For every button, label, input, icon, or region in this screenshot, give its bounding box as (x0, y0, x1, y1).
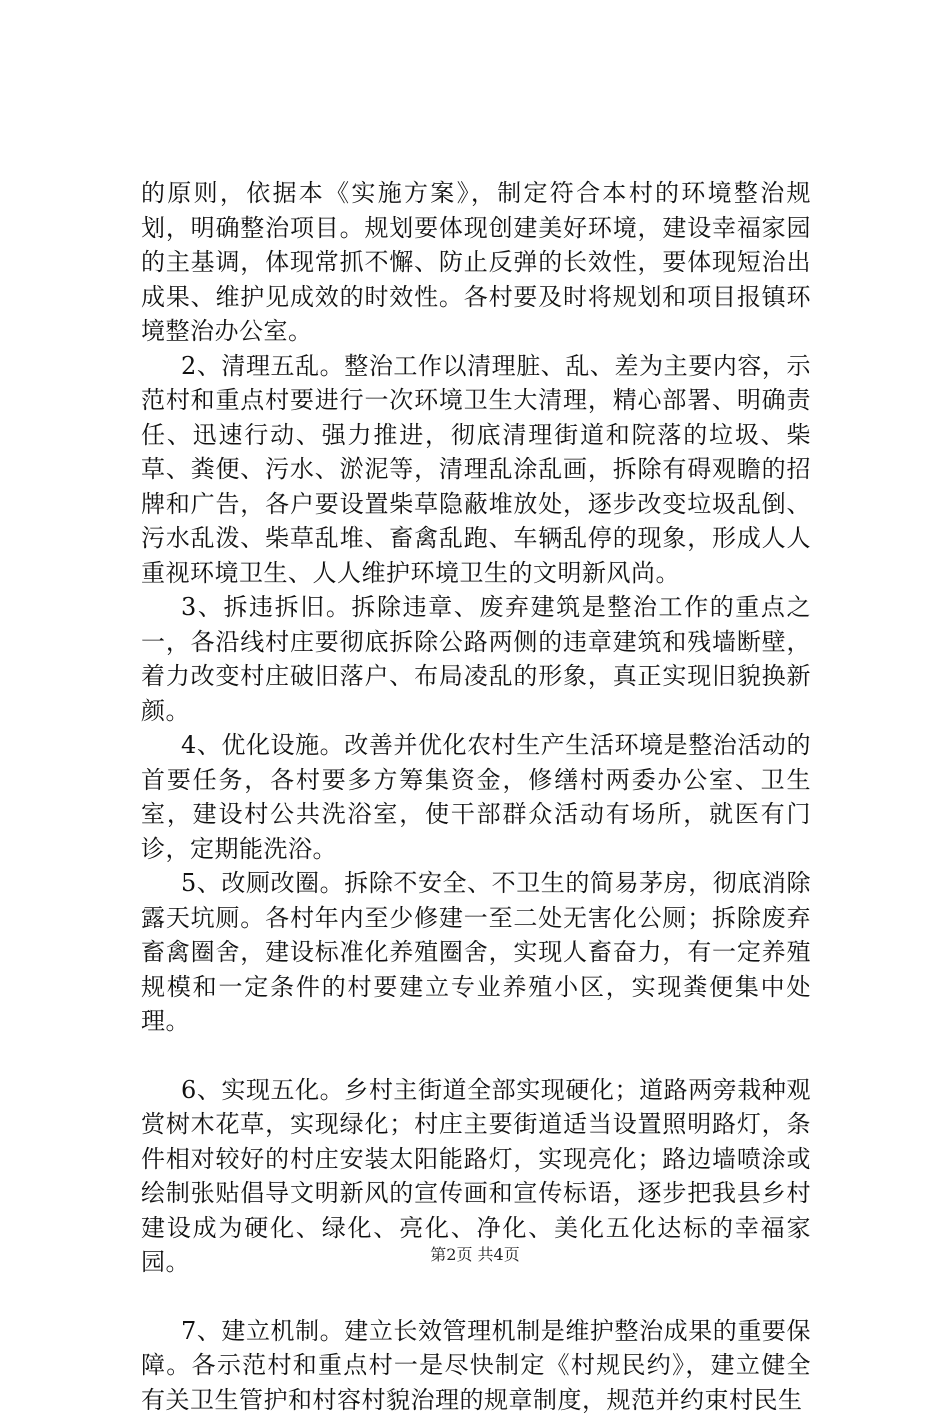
document-body (141, 176, 811, 1417)
paragraph-item-7: 7、建立机制。建立长效管理机制是维护整治成果的重要保障。各示范村和重点村一是尽快制定《村规民约》，建立健全有关卫生管护和村容村貌治理的规章制度，规范并约束村民生 (141, 1314, 811, 1417)
paragraph-item-2: 2、清理五乱。整治工作以清理脏、乱、差为主要内容，示范村和重点村要进行一次环境卫生大清理，精心部署、明确责任、迅速行动、强力推进，彻底清理街道和院落的垃圾、柴草、粪便、污水、淤泥等，清理乱涂乱画，拆除有碍观瞻的招牌和广告，各户要设置柴草隐蔽堆放处，逐步改变垃圾乱倒、污水乱泼、柴草乱堆、畜禽乱跑、车辆乱停的现象，形成人人重视环境卫生、人人维护环境卫生的文明新风尚。 (141, 349, 811, 591)
paragraph-item-6: 6、实现五化。乡村主街道全部实现硬化；道路两旁栽种观赏树木花草，实现绿化；村庄主要街道适当设置照明路灯，条件相对较好的村庄安装太阳能路灯，实现亮化；路边墙喷涂或绘制张贴倡导文明新风的宣传画和宣传标语，逐步把我县乡村建设成为硬化、绿化、亮化、净化、美化五化达标的幸福家园。 (141, 1073, 811, 1280)
paragraph-item-4: 4、优化设施。改善并优化农村生产生活环境是整治活动的首要任务，各村要多方筹集资金，修缮村两委办公室、卫生室，建设村公共洗浴室，使干部群众活动有场所，就医有门诊，定期能洗浴。 (141, 728, 811, 866)
page-number-footer: 第2页 共4页 (0, 1245, 950, 1265)
paragraph-continuation: 的原则，依据本《实施方案》，制定符合本村的环境整治规划，明确整治项目。规划要体现创建美好环境，建设幸福家园的主基调，体现常抓不懈、防止反弹的长效性，要体现短治出成果、维护见成效的时效性。各村要及时将规划和项目报镇环境整治办公室。 (141, 176, 811, 349)
paragraph-item-5: 5、改厕改圈。拆除不安全、不卫生的简易茅房，彻底消除露天坑厕。各村年内至少修建一至二处无害化公厕；拆除废弃畜禽圈舍，建设标准化养殖圈舍，实现人畜奋力，有一定养殖规模和一定条件的村要建立专业养殖小区，实现粪便集中处理。 (141, 866, 811, 1039)
paragraph-item-3: 3、拆违拆旧。拆除违章、废弃建筑是整治工作的重点之一，各沿线村庄要彻底拆除公路两侧的违章建筑和残墙断壁，着力改变村庄破旧落户、布局凌乱的形象，真正实现旧貌换新颜。 (141, 590, 811, 728)
